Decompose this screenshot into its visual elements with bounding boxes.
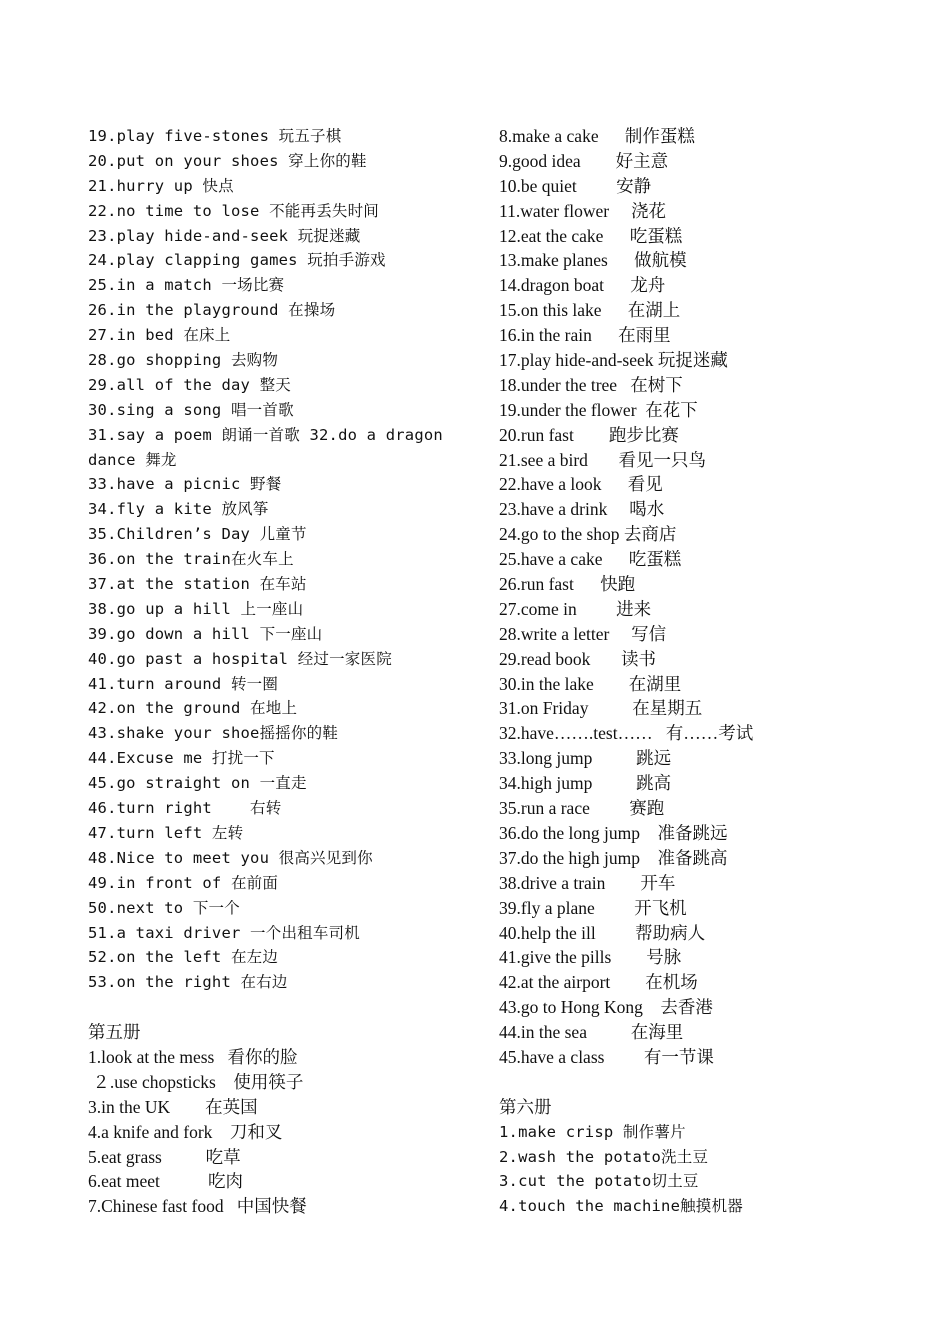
list-item: 44.in the sea 在海里 — [499, 1022, 684, 1043]
list-item: 42.on the ground 在地上 — [88, 699, 298, 718]
list-item: 52.on the left 在左边 — [88, 948, 279, 967]
list-item: 25.have a cake 吃蛋糕 — [499, 549, 682, 570]
list-item: 36.do the long jump 准备跳远 — [499, 822, 728, 843]
list-item: 45.go straight on 一直走 — [88, 774, 307, 793]
list-item: 53.on the right 在右边 — [88, 973, 288, 992]
list-item: 34.high jump 跳高 — [499, 773, 672, 794]
list-item: 5.eat grass 吃草 — [88, 1146, 241, 1167]
list-item: 44.Excuse me 打扰一下 — [88, 749, 275, 768]
list-item: 32.have…….test…… 有……考试 — [499, 723, 754, 744]
list-item: 24.play clapping games 玩拍手游戏 — [88, 251, 386, 270]
list-item: 17.play hide-and-seek 玩捉迷藏 — [499, 350, 728, 371]
list-item: 1.make crisp 制作薯片 — [499, 1122, 686, 1141]
list-item: 37.at the station 在车站 — [88, 575, 307, 594]
list-item: 23.have a drink 喝水 — [499, 499, 665, 520]
grade4-list — [88, 124, 473, 995]
list-item: dance 舞龙 — [88, 450, 177, 469]
left-column — [88, 124, 473, 1219]
list-item: 28.write a letter 写信 — [499, 623, 667, 644]
list-item: 11.water flower 浇花 — [499, 200, 667, 221]
book6-list — [499, 1120, 919, 1220]
list-item: 35.run a race 赛跑 — [499, 798, 665, 819]
list-item: 12.eat the cake 吃蛋糕 — [499, 225, 683, 246]
list-item: 3.cut the potato切土豆 — [499, 1172, 699, 1191]
list-item: 6.eat meet 吃肉 — [88, 1171, 244, 1192]
list-item: 33.have a picnic 野餐 — [88, 475, 282, 494]
list-item: 47.turn left 左转 — [88, 823, 244, 842]
list-item: 15.on this lake 在湖上 — [499, 300, 681, 321]
list-item: 20.run fast 跑步比赛 — [499, 424, 679, 445]
list-item: 29.all of the day 整天 — [88, 375, 291, 394]
list-item: 43.shake your shoe摇摇你的鞋 — [88, 724, 339, 743]
list-item: 38.drive a train 开车 — [499, 872, 676, 893]
list-item: 37.do the high jump 准备跳高 — [499, 847, 728, 868]
list-item: 19.play five-stones 玩五子棋 — [88, 127, 342, 145]
list-item: 19.under the flower 在花下 — [499, 399, 698, 420]
list-item: 40.go past a hospital 经过一家医院 — [88, 649, 392, 668]
list-item: ２.use chopsticks 使用筷子 — [88, 1071, 304, 1092]
list-item: 27.come in 进来 — [499, 598, 652, 619]
list-item: 34.fly a kite 放风筝 — [88, 500, 269, 519]
list-item: 21.hurry up 快点 — [88, 176, 234, 195]
list-item: 24.go to the shop 去商店 — [499, 524, 677, 545]
list-item: 1.look at the mess 看你的脸 — [88, 1046, 298, 1067]
list-item: 51.a taxi driver 一个出租车司机 — [88, 923, 360, 942]
list-item: 16.in the rain 在雨里 — [499, 325, 671, 346]
book6-heading: 第六册 — [499, 1096, 552, 1117]
spacer — [499, 1070, 919, 1095]
list-item: 23.play hide-and-seek 玩捉迷藏 — [88, 226, 361, 245]
list-item: 9.good idea 好主意 — [499, 150, 669, 171]
list-item: 48.Nice to meet you 很高兴见到你 — [88, 848, 373, 867]
list-item: 35.Children’s Day 儿童节 — [88, 525, 307, 544]
list-item: 39.go down a hill 下一座山 — [88, 624, 323, 643]
spacer — [88, 995, 473, 1020]
list-item: 8.make a cake 制作蛋糕 — [499, 126, 695, 146]
right-column — [499, 124, 919, 1219]
list-item: 36.on the train在火车上 — [88, 550, 294, 569]
list-item: 4.a knife and fork 刀和叉 — [88, 1121, 283, 1142]
list-item: 38.go up a hill 上一座山 — [88, 599, 304, 618]
list-item: 33.long jump 跳远 — [499, 748, 672, 769]
list-item: 18.under the tree 在树下 — [499, 374, 683, 395]
list-item: 2.wash the potato洗土豆 — [499, 1147, 709, 1166]
list-item: 3.in the UK 在英国 — [88, 1096, 258, 1117]
list-item: 29.read book 读书 — [499, 648, 656, 669]
list-item: 28.go shopping 去购物 — [88, 351, 279, 370]
list-item: 41.turn around 转一圈 — [88, 674, 279, 693]
list-item: 43.go to Hong Kong 去香港 — [499, 997, 713, 1018]
list-item: 26.in the playground 在操场 — [88, 301, 336, 320]
list-item: 30.in the lake 在湖里 — [499, 673, 682, 694]
list-item: 4.touch the machine触摸机器 — [499, 1197, 743, 1216]
list-item: 27.in bed 在床上 — [88, 326, 231, 345]
book5-list — [88, 1045, 473, 1219]
list-item: 22.no time to lose 不能再丢失时间 — [88, 201, 380, 220]
list-item: 25.in a match 一场比赛 — [88, 276, 285, 295]
list-item: 42.at the airport 在机场 — [499, 972, 698, 993]
list-item: 31.on Friday 在星期五 — [499, 698, 703, 719]
list-item: 10.be quiet 安静 — [499, 175, 652, 196]
list-item: 22.have a look 看见 — [499, 474, 663, 495]
list-item: 45.have a class 有一节课 — [499, 1046, 714, 1067]
list-item: 14.dragon boat 龙舟 — [499, 275, 666, 296]
list-item: 20.put on your shoes 穿上你的鞋 — [88, 151, 367, 170]
list-item: 30.sing a song 唱一首歌 — [88, 400, 294, 419]
list-item: 46.turn right 右转 — [88, 799, 282, 818]
list-item: 7.Chinese fast food 中国快餐 — [88, 1196, 307, 1217]
list-item: 31.say a poem 朗诵一首歌 32.do a dragon — [88, 425, 443, 444]
book5-heading: 第五册 — [88, 1022, 141, 1043]
list-item: 26.run fast 快跑 — [499, 574, 636, 595]
book5-list-continued — [499, 124, 919, 1070]
list-item: 49.in front of 在前面 — [88, 873, 279, 892]
list-item: 13.make planes 做航模 — [499, 250, 687, 271]
list-item: 40.help the ill 帮助病人 — [499, 922, 706, 943]
list-item: 41.give the pills 号脉 — [499, 947, 682, 968]
list-item: 50.next to 下一个 — [88, 898, 240, 917]
list-item: 21.see a bird 看见一只鸟 — [499, 449, 707, 470]
list-item: 39.fly a plane 开飞机 — [499, 897, 687, 918]
